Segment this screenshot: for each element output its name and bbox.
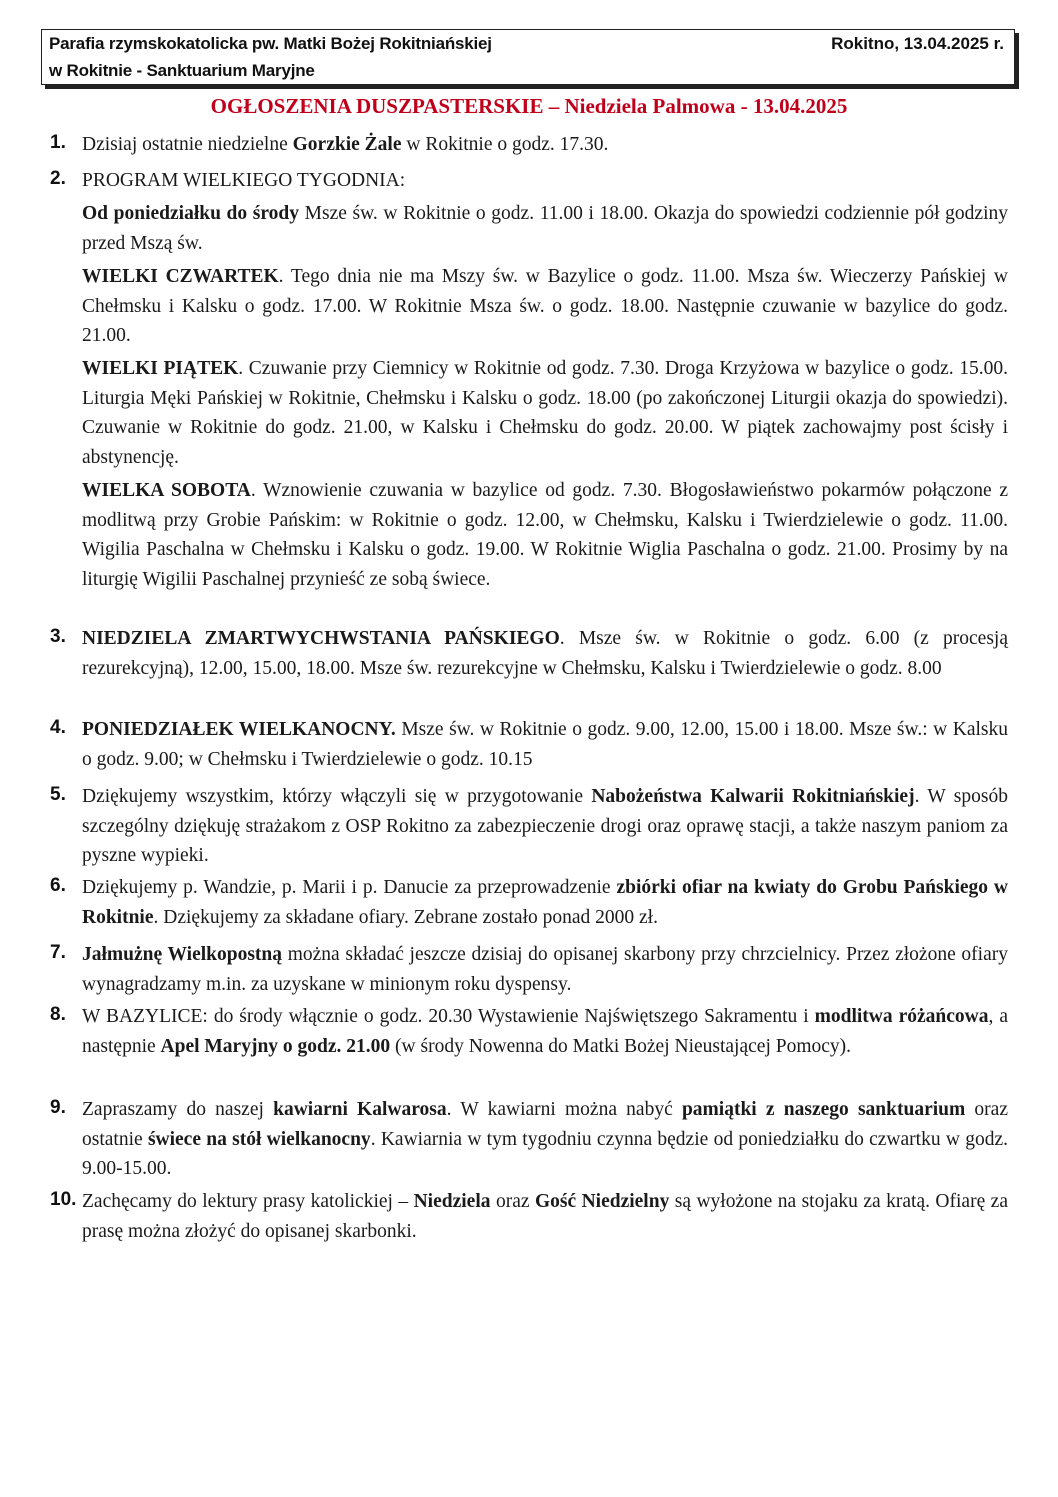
bold-text: WIELKI PIĄTEK [82, 358, 239, 379]
parish-header [41, 29, 1015, 85]
item-number: 10. [50, 1189, 77, 1210]
bold-text: świece na stół wielkanocny [147, 1128, 371, 1150]
item-number: 8. [50, 1004, 66, 1025]
bold-text: Gorzkie Żale [292, 134, 402, 155]
announcement-item [82, 166, 1008, 196]
item-number: 7. [50, 942, 66, 963]
bold-text: Gość Niedzielny [534, 1191, 670, 1212]
bold-text: Niedziela [413, 1191, 491, 1212]
bold-text: Nabożeństwa Kalwarii Rokitniańskiej [591, 786, 915, 807]
bold-text: Jałmużnę Wielkopostną [82, 944, 283, 965]
parish-location: w Rokitnie - Sanktuarium Maryjne [49, 61, 315, 80]
bold-text: WIELKI CZWARTEK [82, 266, 279, 287]
announcement-subparagraph [82, 476, 1008, 594]
text: Dziękujemy wszystkim, którzy włączyli się w przygotowanie [82, 786, 592, 807]
text: Dziękujemy p. Wandzie, p. Marii i p. Danucie za przeprowadzenie [82, 877, 617, 898]
item-number: 2. [50, 168, 66, 189]
text: Msze św. w Rokitnie o godz. 11.00 i 18.00. Okazja do spowiedzi codziennie pół godziny przed Mszą św. [82, 203, 1008, 254]
parish-name: Parafia rzymskokatolicka pw. Matki Bożej Rokitniańskiej [49, 34, 492, 53]
text: . Kawiarnia w tym tygodniu czynna będzie od poniedziałku do czwartku w godz. 9.00-15.00. [82, 1128, 1008, 1179]
bold-text: zbiórki ofiar na kwiaty do Grobu Pańskiego w Rokitnie [82, 877, 1008, 928]
bold-text: WIELKA SOBOTA [82, 480, 251, 501]
text: . Dziękujemy za składane ofiary. Zebrane zostało ponad 2000 zł. [153, 906, 658, 928]
bold-text: kawiarni Kalwarosa [273, 1099, 447, 1120]
text: . W kawiarni można nabyć [446, 1099, 682, 1120]
announcement-item [82, 130, 1008, 160]
announcement-item [82, 940, 1008, 999]
text: PROGRAM WIELKIEGO TYGODNIA: [82, 170, 406, 191]
item-number: 4. [50, 717, 66, 738]
announcement-subparagraph [82, 199, 1008, 258]
text: Zachęcamy do lektury prasy katolickiej – [82, 1191, 414, 1212]
text: Zapraszamy do naszej [82, 1099, 274, 1120]
announcement-subparagraph [82, 354, 1008, 472]
announcement-item [82, 715, 1008, 774]
item-number: 9. [50, 1097, 66, 1118]
header-date: Rokitno, 13.04.2025 r. [831, 34, 1004, 53]
text: . W sposób szczególny dziękuję strażakom z OSP Rokitno za zabezpieczenie drogi oraz oprawę stacji, a także naszym paniom za pyszne wypieki. [82, 786, 1008, 866]
announcement-item [82, 624, 1008, 683]
text: Dzisiaj ostatnie niedzielne [82, 134, 293, 155]
text: W BAZYLICE: do środy włącznie o godz. 20.30 Wystawienie Najświętszego Sakramentu i [82, 1006, 815, 1027]
bold-text: NIEDZIELA ZMARTWYCHWSTANIA PAŃSKIEGO [82, 628, 560, 649]
text: oraz ostatnie [82, 1099, 1008, 1150]
item-number: 6. [50, 875, 66, 896]
bold-text: Apel Maryjny o godz. 21.00 [160, 1035, 391, 1057]
bold-text: modlitwa różańcowa [814, 1006, 989, 1027]
text: oraz [490, 1191, 535, 1212]
text: . Wznowienie czuwania w bazylice od godz. 7.30. Błogosławieństwo pokarmów połączone z modlitwą przy Grobie Pańskim: w Rokitnie o godz. 12.00, w Chełmsku, Kalsku i Twierdzielewie o godz. 11.00. Wigilia Paschalna w Chełmsku i Kalsku o godz. 19.00. W Rokitnie Wiglia Paschalna o godz. 21.00. Prosimy by na liturgię Wigilii Paschalnej przynieść ze sobą świece. [82, 480, 1009, 590]
item-number: 3. [50, 626, 66, 647]
item-number: 1. [50, 132, 66, 153]
text: . Tego dnia nie ma Mszy św. w Bazylice o godz. 11.00. Msza św. Wieczerzy Pańskiej w Chełmsku i Kalsku o godz. 17.00. W Rokitnie Msza św. o godz. 18.00. Następnie czuwanie w bazylice do godz. 21.00. [82, 266, 1008, 346]
bold-text: pamiątki z naszego sanktuarium [681, 1099, 966, 1120]
announcement-item [82, 1187, 1008, 1246]
text: , a następnie [82, 1006, 1008, 1057]
document-title: OGŁOSZENIA DUSZPASTERSKIE – Niedziela Palmowa - 13.04.2025 [210, 94, 848, 118]
item-number: 5. [50, 784, 66, 805]
bold-text: Od poniedziałku do środy [82, 203, 300, 224]
text: można składać jeszcze dzisiaj do opisanej skarbony przy chrzcielnicy. Przez złożone ofiary wynagradzamy m.in. za uzyskane w minionym roku dyspensy. [82, 944, 1008, 995]
announcement-item [82, 782, 1008, 871]
text: (w środy Nowenna do Matki Bożej Nieustającej Pomocy). [390, 1035, 852, 1057]
bold-text: PONIEDZIAŁEK WIELKANOCNY. [82, 719, 396, 740]
text: są wyłożone na stojaku za kratą. Ofiarę za prasę można złożyć do opisanej skarbonki. [82, 1191, 1008, 1242]
text: . Czuwanie przy Ciemnicy w Rokitnie od godz. 7.30. Droga Krzyżowa w bazylice o godz. 15.00. Liturgia Męki Pańskiej w Rokitnie, Chełmsku i Kalsku o godz. 18.00 (po zakończonej Liturgii okazja do spowiedzi). Czuwanie w Rokitnie do godz. 21.00, w Kalsku i Chełmsku do godz. 20.00. W piątek zachowajmy post ścisły i abstynencję. [82, 358, 1009, 468]
text: w Rokitnie o godz. 17.30. [401, 134, 609, 155]
text: Msze św. w Rokitnie o godz. 9.00, 12.00, 15.00 i 18.00. Msze św.: w Kalsku o godz. 9.00; w Chełmsku i Twierdzielewie o godz. 10.15 [82, 719, 1008, 770]
announcement-item [82, 1002, 1008, 1061]
announcement-subparagraph [82, 262, 1008, 351]
announcement-item [82, 873, 1008, 932]
text: . Msze św. w Rokitnie o godz. 6.00 (z procesją rezurekcyjną), 12.00, 15.00, 18.00. Msze św. rezurekcyjne w Chełmsku, Kalsku i Twierdzielewie o godz. 8.00 [82, 628, 1008, 679]
announcement-item [82, 1095, 1008, 1184]
